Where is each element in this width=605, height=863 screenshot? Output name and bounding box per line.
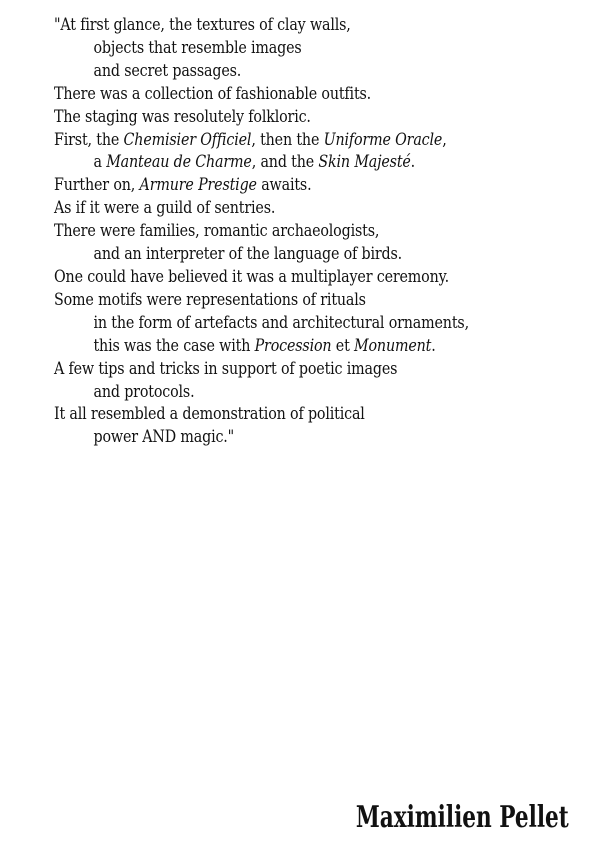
poem-line: The staging was resolutely folkloric. xyxy=(54,106,311,127)
author-signature: Maximilien Pellet xyxy=(356,800,569,835)
poem-line: and protocols. xyxy=(93,381,195,402)
poem-text-segment: , and the xyxy=(251,152,319,173)
poem-line: There were families, romantic archaeologists, xyxy=(54,221,380,242)
poem-text-segment: . xyxy=(431,335,436,356)
poem-line: There was a collection of fashionable outfits. xyxy=(54,83,372,104)
poem-text-segment: . xyxy=(410,152,416,173)
garment-name: Uniforme Oracle xyxy=(323,129,443,150)
poem-line: and secret passages. xyxy=(93,60,242,81)
poem-text xyxy=(54,14,594,449)
poem-line xyxy=(54,174,508,197)
poem-line xyxy=(54,129,508,152)
garment-name: Chemisier Officiel xyxy=(123,129,252,150)
poem-line: A few tips and tricks in support of poetic images xyxy=(54,358,398,379)
poem-line: Some motifs were representations of rituals xyxy=(54,289,366,310)
garment-name: Skin Majesté xyxy=(318,152,411,173)
poem-text-segment: , then the xyxy=(251,129,324,150)
poem-text-segment: this was the case with xyxy=(93,335,255,356)
poem-line: objects that resemble images xyxy=(93,37,302,58)
poem-text-segment: Further on, xyxy=(54,175,140,196)
artwork-title: Monument xyxy=(354,335,432,356)
poem-text-segment: a xyxy=(93,152,107,173)
garment-name: Armure Prestige xyxy=(139,175,257,196)
poem-text-segment: awaits. xyxy=(256,175,312,196)
garment-name: Manteau de Charme xyxy=(106,152,252,173)
poem-text-segment: , xyxy=(442,129,447,150)
poem-line: and an interpreter of the language of birds. xyxy=(93,244,403,265)
poem-line: It all resembled a demonstration of political xyxy=(54,404,365,425)
poem-line: power AND magic." xyxy=(93,427,235,448)
poem-text-segment: et xyxy=(331,335,355,356)
poem-text-segment: First, the xyxy=(54,129,124,150)
poem-line: in the form of artefacts and architectural ornaments, xyxy=(93,312,469,333)
poem-line: "At first glance, the textures of clay walls, xyxy=(54,15,351,35)
poem-line xyxy=(54,151,508,174)
poem-line xyxy=(54,335,508,358)
artwork-title: Procession xyxy=(254,335,332,356)
poem-line: As if it were a guild of sentries. xyxy=(54,198,276,219)
poem-line: One could have believed it was a multiplayer ceremony. xyxy=(54,266,449,287)
